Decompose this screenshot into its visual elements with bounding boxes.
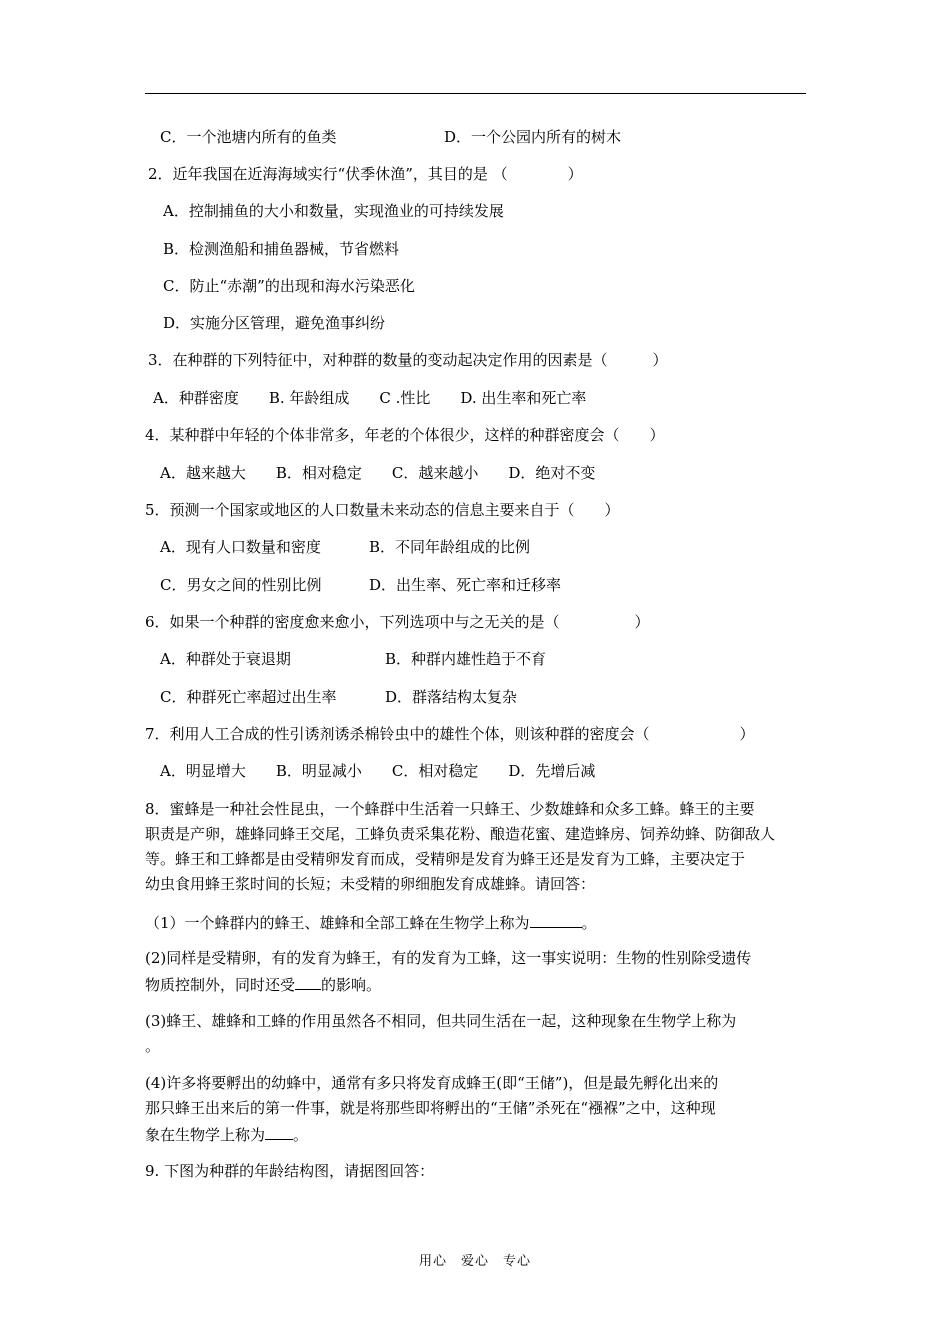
q9-stem: 9. 下图为种群的年龄结构图，请据图回答：	[145, 1162, 435, 1180]
q8-sub4-line-2: 那只蜂王出来后的第一件事，就是将那些即将孵出的“王储”杀死在“襁褓”之中，这种现	[145, 1099, 716, 1117]
q2-option-a: A．控制捕鱼的大小和数量，实现渔业的可持续发展	[163, 202, 504, 220]
q4-options: A．越来越大 B．相对稳定 C．越来越小 D．绝对不变	[160, 464, 596, 482]
q6-option-b: B．种群内雄性趋于不育	[385, 650, 547, 668]
q8-stem-line-2: 职责是产卵，雄蜂同蜂王交尾，工蜂负责采集花粉、酿造花蜜、建造蜂房、饲养幼蜂、防御敌人	[145, 825, 776, 843]
q8-sub4-line-1: (4)许多将要孵出的幼蜂中，通常有多只将发育成蜂王(即“王储”)，但是最先孵化出来的	[145, 1074, 719, 1092]
q2-option-c: C．防止“赤潮”的出现和海水污染恶化	[163, 277, 415, 295]
q8-stem-line-3: 等。蜂王和工蜂都是由受精卵发育而成，受精卵是发育为蜂王还是发育为工蜂，主要决定于	[145, 850, 746, 868]
q3-stem: 3．在种群的下列特征中，对种群的数量的变动起决定作用的因素是（ ）	[148, 351, 668, 369]
page-footer: 用心 爱心 专心	[418, 1254, 531, 1269]
q8-sub1	[145, 911, 597, 933]
q6-option-a: A．种群处于衰退期	[160, 650, 291, 668]
q8-sub3-line-2: 。	[145, 1037, 161, 1055]
q8-sub1-end: 。	[581, 914, 597, 932]
q8-stem-line-4: 幼虫食用蜂王浆时间的长短；未受精的卵细胞发育成雄蜂。请回答：	[145, 875, 596, 893]
q6-option-d: D．群落结构太复杂	[385, 688, 518, 706]
q6-stem: 6．如果一个种群的密度愈来愈小，下列选项中与之无关的是（ ）	[145, 613, 650, 631]
q4-stem: 4．某种群中年轻的个体非常多，年老的个体很少，这样的种群密度会（ ）	[145, 426, 665, 444]
q8-sub2-end: 的影响。	[321, 976, 382, 994]
q8-sub2-line-1: (2)同样是受精卵，有的发育为蜂王，有的发育为工蜂，这一事实说明：生物的性别除受遗传	[145, 949, 752, 967]
q8-sub1-blank[interactable]	[530, 911, 582, 928]
q2-stem: 2．近年我国在近海海域实行“伏季休渔”，其目的是 （ ）	[148, 165, 583, 183]
q8-sub4-line-3	[145, 1123, 308, 1145]
q3-options: A．种群密度 B. 年龄组成 C .性比 D. 出生率和死亡率	[153, 389, 587, 407]
header-rule	[145, 93, 806, 94]
q8-sub3-line-1: (3)蜂王、雄蜂和工蜂的作用虽然各不相同，但共同生活在一起，这种现象在生物学上称为	[145, 1012, 737, 1030]
q8-sub2-line-2	[145, 973, 381, 995]
q5-option-d: D．出生率、死亡率和迁移率	[369, 576, 562, 594]
q8-sub4-end: 。	[293, 1126, 309, 1144]
q6-option-c: C．种群死亡率超过出生率	[160, 688, 337, 706]
q8-sub2-text: 物质控制外，同时还受	[145, 976, 296, 994]
q5-option-c: C．男女之间的性别比例	[160, 576, 322, 594]
q8-sub2-blank[interactable]	[295, 973, 321, 990]
q8-sub1-text: （1）一个蜂群内的蜂王、雄蜂和全部工蜂在生物学上称为	[145, 914, 530, 932]
q5-stem: 5．预测一个国家或地区的人口数量未来动态的信息主要来自于（ ）	[145, 501, 620, 519]
q7-options: A．明显增大 B．明显减小 C．相对稳定 D．先增后减	[160, 762, 596, 780]
q2-option-b: B．检测渔船和捕鱼器械，节省燃料	[163, 240, 400, 258]
q8-sub4-blank[interactable]	[265, 1123, 293, 1140]
q1-option-c: C．一个池塘内所有的鱼类	[160, 128, 337, 146]
q5-option-b: B．不同年龄组成的比例	[369, 538, 531, 556]
q8-sub4-text: 象在生物学上称为	[145, 1126, 266, 1144]
q7-stem: 7．利用人工合成的性引诱剂诱杀棉铃虫中的雄性个体，则该种群的密度会（ ）	[145, 725, 755, 743]
q5-option-a: A．现有人口数量和密度	[160, 538, 321, 556]
q1-option-d: D．一个公园内所有的树木	[444, 128, 622, 146]
q8-stem-line-1: 8．蜜蜂是一种社会性昆虫，一个蜂群中生活着一只蜂王、少数雄蜂和众多工蜂。蜂王的主要	[145, 800, 755, 818]
q2-option-d: D．实施分区管理，避免渔事纠纷	[163, 314, 386, 332]
